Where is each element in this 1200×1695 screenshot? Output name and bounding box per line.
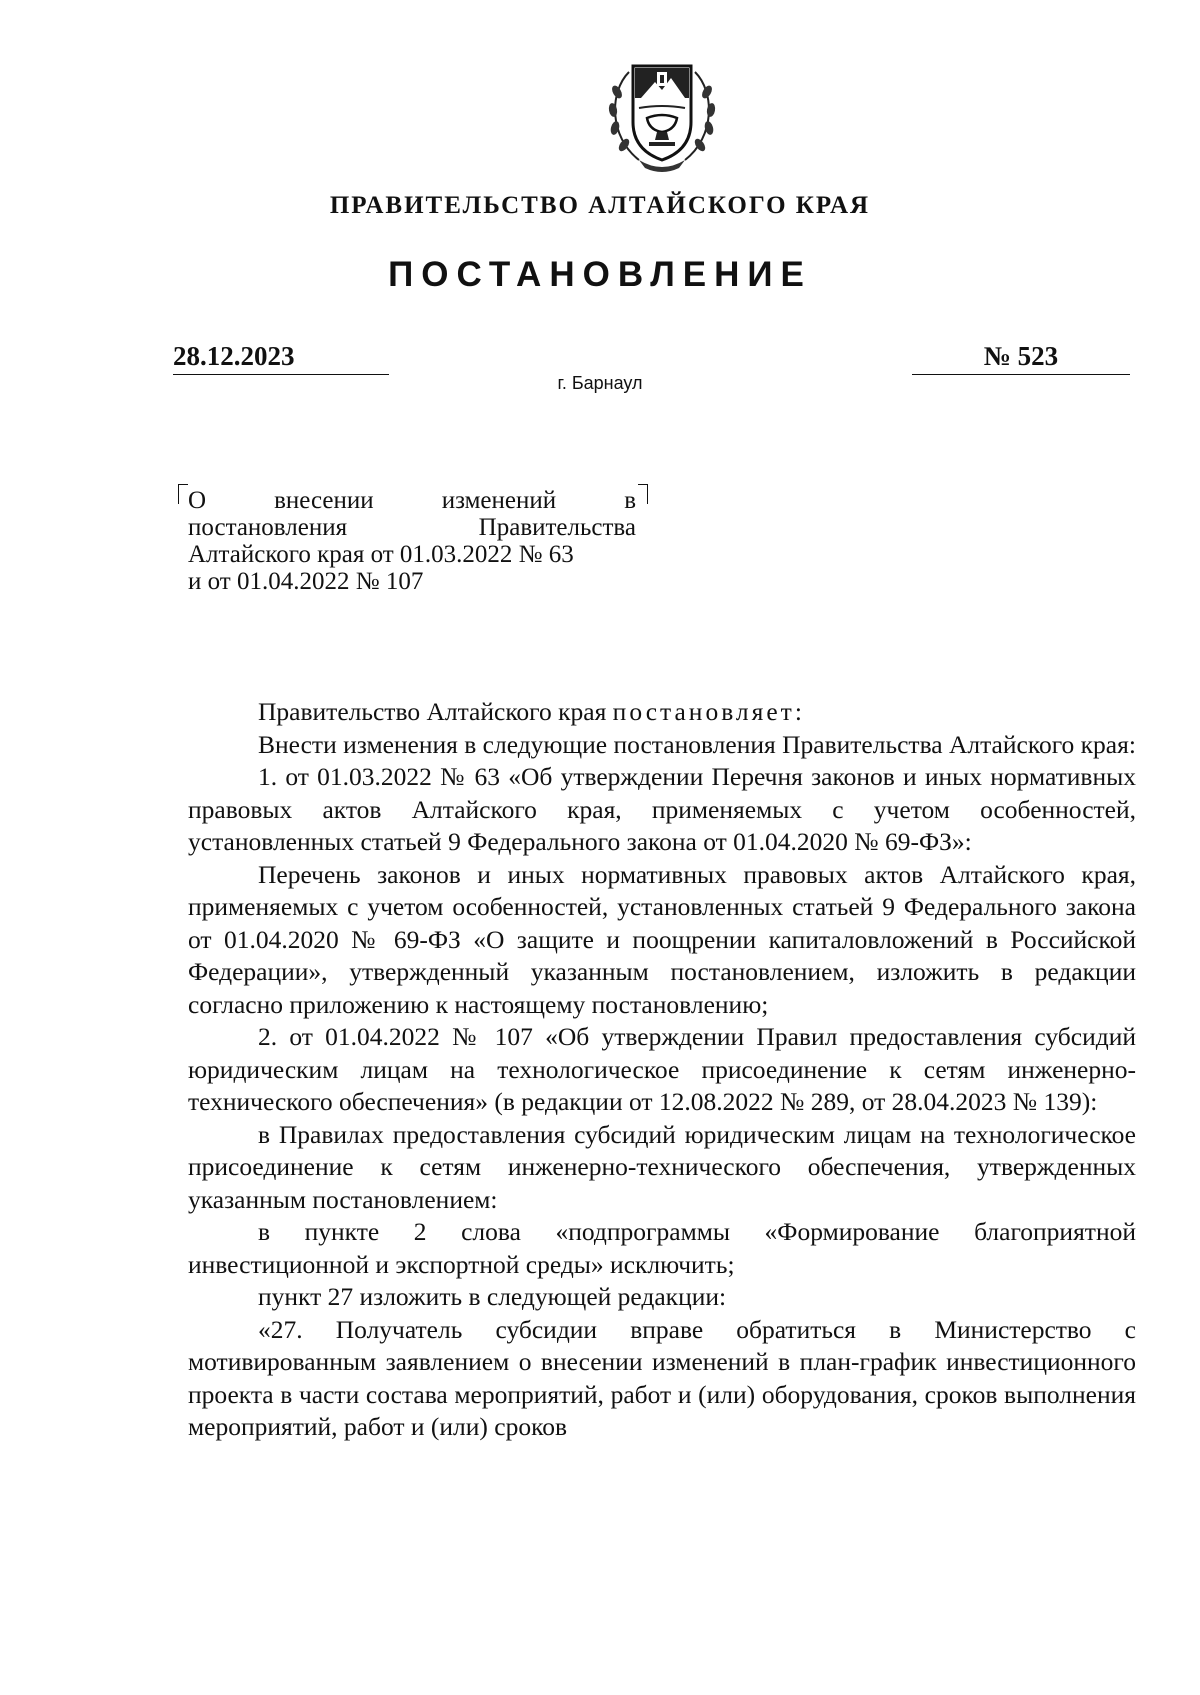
subject-line: постановления Правительства [188,514,636,541]
body-paragraph: в Правилах предоставления субсидий юридическим лицам на технологическое присоединение к сетям инженерно-технического обеспечения, утвержденных указанным постановлением: [188,1119,1136,1214]
subject-bracket-left [178,484,188,504]
subject-line: О внесении изменений в [188,487,636,514]
decree-suffix: : [794,697,802,726]
document-type-heading: ПОСТАНОВЛЕНИЕ [388,255,812,294]
subject-bracket-right [638,484,648,504]
decree-prefix: Правительство Алтайского края [258,697,613,726]
city-label: г. Барнаул [557,373,643,393]
body-paragraph: 1. от 01.03.2022 № 63 «Об утверждении Перечня законов и иных нормативных правовых актов Алтайского края, применяемых с учетом особенностей, установленных статьей 9 Федерального закона от 01.04.2020 № 69-ФЗ»: [188,762,1136,856]
body-paragraph: «27. Получатель субсидии вправе обратиться в Министерство с мотивированным заявлением о внесении изменений в план-график инвестиционного проекта в части состава мероприятий, работ и (или) оборудования, сроков выполнения мероприятий, работ и (или) сроков [188,1314,1136,1441]
document-body [188,696,1136,1444]
body-paragraph: Внести изменения в следующие постановления Правительства Алтайского края: [258,729,1136,759]
document-subject [188,487,636,595]
document-number: № 523 [912,340,1130,375]
altai-krai-coat-of-arms-icon [599,52,725,176]
body-paragraph: в пункте 2 слова «подпрограммы «Формирование благоприятной инвестиционной и экспортной среды» исключить; [188,1217,1136,1279]
body-paragraph: Перечень законов и иных нормативных правовых актов Алтайского края, применяемых с учетом особенностей, установленных статьей 9 Федерального закона от 01.04.2020 № 69-ФЗ «О защите и поощрении капиталовложений в Российской Федерации», утвержденный указанным постановлением, изложить в редакции согласно приложению к настоящему постановлению; [188,859,1136,1019]
body-paragraph: пункт 27 изложить в следующей редакции: [258,1282,727,1311]
government-title: ПРАВИТЕЛЬСТВО АЛТАЙСКОГО КРАЯ [329,192,871,219]
subject-line: и от 01.04.2022 № 107 [188,568,424,595]
decree-intro [188,696,1136,729]
body-paragraph: 2. от 01.04.2022 № 107 «Об утверждении Правил предоставления субсидий юридическим лицам на технологическое присоединение к сетям инженерно-технического обеспечения» (в редакции от 12.08.2022 № 289, от 28.04.2023 № 139): [188,1022,1136,1116]
document-date: 28.12.2023 [173,340,389,375]
subject-line: Алтайского края от 01.03.2022 № 63 [188,541,574,568]
coat-of-arms-emblem [599,52,725,176]
decree-word: постановляет [612,697,795,726]
